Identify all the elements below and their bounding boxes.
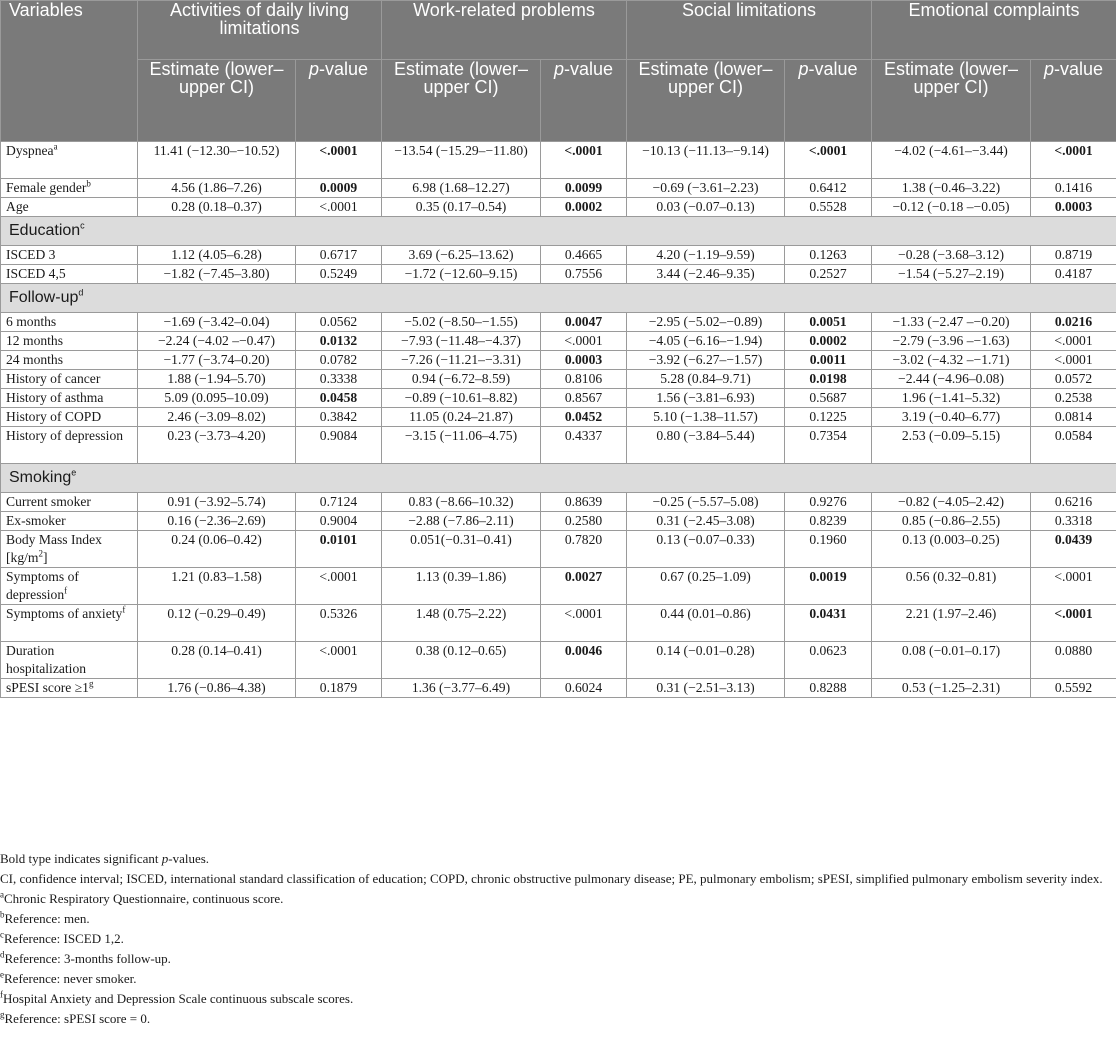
p-value-cell: <.0001 [541,605,627,642]
p-value-cell: 0.2538 [1031,389,1116,408]
header-social: Social limitations [627,1,872,60]
row-label [1,198,138,217]
estimate-cell: 11.05 (0.24–21.87) [382,408,541,427]
estimate-cell: 0.13 (0.003–0.25) [872,531,1031,568]
row-label [1,332,138,351]
p-value-cell: 0.0439 [1031,531,1116,568]
estimate-cell: 6.98 (1.68–12.27) [382,179,541,198]
row-label [1,179,138,198]
p-value-cell: 0.0562 [296,313,382,332]
estimate-cell: 1.96 (−1.41–5.32) [872,389,1031,408]
estimate-cell: 0.38 (0.12–0.65) [382,642,541,679]
p-value-cell: 0.4187 [1031,265,1116,284]
estimate-cell: 1.21 (0.83–1.58) [138,568,296,605]
estimate-cell: −0.89 (−10.61–8.82) [382,389,541,408]
row-label [1,408,138,427]
estimate-cell: 1.12 (4.05–6.28) [138,246,296,265]
estimate-cell: −1.77 (−3.74–0.20) [138,351,296,370]
p-value-cell: 0.0003 [1031,198,1116,217]
estimate-cell: −7.26 (−11.21–−3.31) [382,351,541,370]
row-label-text: History of cancer [6,371,101,386]
row-label [1,370,138,389]
p-value-cell: 0.0011 [785,351,872,370]
row-label [1,605,138,642]
table-row-symdep [1,568,1116,605]
p-value-cell: 0.0101 [296,531,382,568]
row-label-text: ISCED 4,5 [6,266,66,281]
row-label [1,351,138,370]
row-label [1,493,138,512]
p-value-cell: 0.9276 [785,493,872,512]
estimate-cell: −1.72 (−12.60–9.15) [382,265,541,284]
estimate-cell: −4.02 (−4.61–−3.44) [872,142,1031,179]
table-row-cancer [1,370,1116,389]
footnote-a: $^a$Chronic Respiratory Questionnaire, continuous score. [0,889,284,906]
header-pvalue: p-value [785,60,872,142]
p-value-cell: 0.0047 [541,313,627,332]
p-value-cell: <.0001 [1031,332,1116,351]
estimate-cell: 0.13 (−0.07–0.33) [627,531,785,568]
section-label-text: Follow-up [9,289,79,306]
header-pvalue: p-value [541,60,627,142]
p-value-cell: 0.2527 [785,265,872,284]
estimate-cell: −3.92 (−6.27–−1.57) [627,351,785,370]
footnote-mark: f [64,585,68,596]
estimate-cell: 0.23 (−3.73–4.20) [138,427,296,464]
table-row-spesi [1,679,1116,698]
row-label [1,313,138,332]
estimate-cell: 0.051(−0.31–0.41) [382,531,541,568]
row-label [1,642,138,679]
row-label [1,142,138,179]
row-label [1,427,138,464]
estimate-cell: 0.80 (−3.84–5.44) [627,427,785,464]
row-label [1,568,138,605]
p-value-cell: 0.0198 [785,370,872,389]
row-label-text: Ex-smoker [6,513,66,528]
p-value-cell: 0.3318 [1031,512,1116,531]
estimate-cell: 1.36 (−3.77–6.49) [382,679,541,698]
p-value-cell: 0.0027 [541,568,627,605]
p-value-cell: 0.5592 [1031,679,1116,698]
p-value-cell: 0.0002 [785,332,872,351]
p-value-cell: 0.7354 [785,427,872,464]
p-value-cell: 0.4665 [541,246,627,265]
estimate-cell: 0.56 (0.32–0.81) [872,568,1031,605]
estimate-cell: −2.44 (−4.96–0.08) [872,370,1031,389]
row-label-text: Duration hospitalization [6,643,87,676]
row-label-text: History of asthma [6,390,104,405]
p-value-cell: 0.0782 [296,351,382,370]
p-value-cell: 0.0051 [785,313,872,332]
p-value-cell: 0.8239 [785,512,872,531]
header-estimate: Estimate (lower–upper CI) [627,60,785,142]
p-value-cell: 0.8288 [785,679,872,698]
footnote-bold: Bold type indicates significant p-values. [0,851,210,866]
estimate-cell: 0.91 (−3.92–5.74) [138,493,296,512]
section-label-text: Education [9,222,81,239]
footnote-mark: c [80,220,85,231]
row-label-text: History of COPD [6,409,102,424]
row-label-text: Age [6,199,29,214]
p-value-cell: <.0001 [1031,142,1116,179]
table-row-isced3 [1,246,1116,265]
estimate-cell: 0.28 (0.18–0.37) [138,198,296,217]
row-label-text: History of depression [6,428,124,443]
table-row-copd [1,408,1116,427]
p-value-cell: 0.8567 [541,389,627,408]
table-row-isced45 [1,265,1116,284]
p-value-cell: 0.7124 [296,493,382,512]
row-label [1,389,138,408]
estimate-cell: 0.08 (−0.01–0.17) [872,642,1031,679]
section-label [1,464,1116,493]
table-row-asthma [1,389,1116,408]
row-label-text: ISCED 3 [6,247,56,262]
row-label-text: Female gender [6,180,87,195]
p-value-cell: 0.7820 [541,531,627,568]
p-value-cell: <.0001 [296,198,382,217]
p-value-cell: <.0001 [1031,568,1116,605]
footnote-mark: e [71,467,77,478]
row-label [1,512,138,531]
estimate-cell: 0.12 (−0.29–0.49) [138,605,296,642]
p-value-cell: 0.5249 [296,265,382,284]
header-estimate: Estimate (lower–upper CI) [138,60,296,142]
p-value-cell: <.0001 [1031,351,1116,370]
p-value-cell: 0.4337 [541,427,627,464]
section-label-text: Smoking [9,469,72,486]
header-estimate: Estimate (lower–upper CI) [872,60,1031,142]
p-value-cell: 0.0623 [785,642,872,679]
estimate-cell: −0.28 (−3.68–3.12) [872,246,1031,265]
estimate-cell: 2.53 (−0.09–5.15) [872,427,1031,464]
row-label-text: 24 months [6,352,64,367]
footnote-e: $^e$Reference: never smoker. [0,969,137,986]
section-label [1,217,1116,246]
table-row-female [1,179,1116,198]
estimate-cell: 0.83 (−8.66–10.32) [382,493,541,512]
section-label [1,284,1116,313]
estimate-cell: 0.14 (−0.01–0.28) [627,642,785,679]
estimate-cell: 4.20 (−1.19–9.59) [627,246,785,265]
estimate-cell: 0.53 (−1.25–2.31) [872,679,1031,698]
estimate-cell: 0.24 (0.06–0.42) [138,531,296,568]
p-value-cell: 0.0099 [541,179,627,198]
estimate-cell: 2.46 (−3.09–8.02) [138,408,296,427]
header-pvalue: p-value [1031,60,1116,142]
p-value-cell: <.0001 [785,142,872,179]
table-row-age [1,198,1116,217]
table-row-m12 [1,332,1116,351]
footnote-f: $^f$Hospital Anxiety and Depression Scale continuous subscale scores. [0,989,354,1006]
estimate-cell: −2.79 (−3.96 –−1.63) [872,332,1031,351]
estimate-cell: −10.13 (−11.13–−9.14) [627,142,785,179]
estimate-cell: 3.69 (−6.25–13.62) [382,246,541,265]
p-value-cell: 0.1960 [785,531,872,568]
section-row-education [1,217,1116,246]
p-value-cell: <.0001 [541,332,627,351]
estimate-cell: 3.44 (−2.46–9.35) [627,265,785,284]
section-row-smoking [1,464,1116,493]
estimate-cell: −0.12 (−0.18 –−0.05) [872,198,1031,217]
footnote-d: $^d$Reference: 3-months follow-up. [0,949,171,966]
estimate-cell: −2.95 (−5.02–−0.89) [627,313,785,332]
estimate-cell: 11.41 (−12.30–−10.52) [138,142,296,179]
estimate-cell: 0.67 (0.25–1.09) [627,568,785,605]
p-value-cell: 0.0216 [1031,313,1116,332]
estimate-cell: −2.88 (−7.86–2.11) [382,512,541,531]
p-value-cell: 0.5687 [785,389,872,408]
footnote-mark: a [53,141,58,152]
estimate-cell: 2.21 (1.97–2.46) [872,605,1031,642]
estimate-cell: 0.16 (−2.36–2.69) [138,512,296,531]
row-label-text: Symptoms of anxiety [6,606,123,621]
p-value-cell: 0.7556 [541,265,627,284]
footnote-mark: g [88,678,94,689]
estimate-cell: 5.09 (0.095–10.09) [138,389,296,408]
estimate-cell: −1.69 (−3.42–0.04) [138,313,296,332]
footnote-mark: d [78,287,84,298]
estimate-cell: 1.38 (−0.46–3.22) [872,179,1031,198]
p-value-cell: 0.8106 [541,370,627,389]
footnote-abbreviations: CI, confidence interval; ISCED, international standard classification of education; COPD, chronic obstructive pulmonary disease; PE, pulmonary embolism; sPESI, simplified pulmonary embolism severity index. [0,871,1103,886]
footnote-mark: b [86,178,91,189]
p-value-cell: 0.0019 [785,568,872,605]
p-value-cell: 0.0572 [1031,370,1116,389]
p-value-cell: 0.5326 [296,605,382,642]
estimate-cell: 1.76 (−0.86–4.38) [138,679,296,698]
header-variables: Variables [1,1,138,142]
table-row-ex [1,512,1116,531]
estimate-cell: −1.33 (−2.47 –−0.20) [872,313,1031,332]
estimate-cell: 0.35 (0.17–0.54) [382,198,541,217]
estimate-cell: 4.56 (1.86–7.26) [138,179,296,198]
p-value-cell: 0.3842 [296,408,382,427]
estimate-cell: 5.28 (0.84–9.71) [627,370,785,389]
estimate-cell: −4.05 (−6.16–−1.94) [627,332,785,351]
row-label [1,265,138,284]
row-label-text: 6 months [6,314,57,329]
p-value-cell: 0.3338 [296,370,382,389]
p-value-cell: 0.8639 [541,493,627,512]
estimate-cell: −0.25 (−5.57–5.08) [627,493,785,512]
section-row-followup [1,284,1116,313]
p-value-cell: <.0001 [541,142,627,179]
table-row-depression [1,427,1116,464]
estimate-cell: 0.44 (0.01–0.86) [627,605,785,642]
table-row-m6 [1,313,1116,332]
estimate-cell: 0.31 (−2.45–3.08) [627,512,785,531]
row-label-text: Body Mass Index [kg/m [6,532,102,565]
estimate-cell: −1.82 (−7.45–3.80) [138,265,296,284]
header-adl: Activities of daily living limitations [138,1,382,60]
footnote-b: $^b$Reference: men. [0,909,90,926]
row-label-text: Current smoker [6,494,91,509]
p-value-cell: 0.0002 [541,198,627,217]
p-value-cell: <.0001 [296,642,382,679]
table-row-dyspnea [1,142,1116,179]
estimate-cell: −5.02 (−8.50–−1.55) [382,313,541,332]
p-value-cell: 0.8719 [1031,246,1116,265]
row-label-text: sPESI score ≥1 [6,680,89,695]
estimate-cell: −7.93 (−11.48–−4.37) [382,332,541,351]
row-label [1,679,138,698]
row-label-tail: ] [42,550,48,565]
estimate-cell: 0.31 (−2.51–3.13) [627,679,785,698]
estimate-cell: 1.88 (−1.94–5.70) [138,370,296,389]
p-value-cell: 0.0452 [541,408,627,427]
estimate-cell: −0.69 (−3.61–2.23) [627,179,785,198]
p-value-cell: 0.0431 [785,605,872,642]
p-value-cell: 0.2580 [541,512,627,531]
p-value-cell: <.0001 [296,568,382,605]
footnote-c: $^c$Reference: ISCED 1,2. [0,929,124,946]
p-value-cell: 0.6412 [785,179,872,198]
estimate-cell: 1.48 (0.75–2.22) [382,605,541,642]
p-value-cell: 0.0046 [541,642,627,679]
row-label-text: Dyspnea [6,143,54,158]
footnote-mark: f [122,604,126,615]
table-row-current [1,493,1116,512]
p-value-cell: 0.6216 [1031,493,1116,512]
p-value-cell: 0.9004 [296,512,382,531]
estimate-cell: 5.10 (−1.38–11.57) [627,408,785,427]
p-value-cell: 0.0132 [296,332,382,351]
table-footnotes [0,849,1112,1029]
p-value-cell: <.0001 [296,142,382,179]
estimate-cell: 0.94 (−6.72–8.59) [382,370,541,389]
estimate-cell: 3.19 (−0.40–6.77) [872,408,1031,427]
p-value-cell: 0.0814 [1031,408,1116,427]
table-row-symanx [1,605,1116,642]
estimate-cell: 1.56 (−3.81–6.93) [627,389,785,408]
estimate-cell: 1.13 (0.39–1.86) [382,568,541,605]
table-row-bmi [1,531,1116,568]
estimate-cell: −3.15 (−11.06–4.75) [382,427,541,464]
p-value-cell: 0.6024 [541,679,627,698]
estimate-cell: −2.24 (−4.02 –−0.47) [138,332,296,351]
header-emotional: Emotional complaints [872,1,1116,60]
p-value-cell: 0.0458 [296,389,382,408]
estimate-cell: 0.03 (−0.07–0.13) [627,198,785,217]
estimate-cell: 0.28 (0.14–0.41) [138,642,296,679]
footnote-g: $^g$Reference: sPESI score = 0. [0,1009,151,1026]
p-value-cell: <.0001 [1031,605,1116,642]
p-value-cell: 0.5528 [785,198,872,217]
row-label [1,246,138,265]
header-work: Work-related problems [382,1,627,60]
estimate-cell: −3.02 (−4.32 –−1.71) [872,351,1031,370]
estimate-cell: −1.54 (−5.27–2.19) [872,265,1031,284]
estimate-cell: 0.85 (−0.86–2.55) [872,512,1031,531]
p-value-cell: 0.0584 [1031,427,1116,464]
p-value-cell: 0.9084 [296,427,382,464]
p-value-cell: 0.1416 [1031,179,1116,198]
p-value-cell: 0.0003 [541,351,627,370]
header-pvalue: p-value [296,60,382,142]
table-row-hosp [1,642,1116,679]
p-value-cell: 0.0880 [1031,642,1116,679]
row-label [1,531,138,568]
row-label-text: Symptoms of depression [6,569,79,602]
table-row-m24 [1,351,1116,370]
p-value-cell: 0.6717 [296,246,382,265]
estimate-cell: −13.54 (−15.29–−11.80) [382,142,541,179]
row-label-text: 12 months [6,333,64,348]
p-value-cell: 0.0009 [296,179,382,198]
p-value-cell: 0.1263 [785,246,872,265]
header-estimate: Estimate (lower–upper CI) [382,60,541,142]
p-value-cell: 0.1879 [296,679,382,698]
estimate-cell: −0.82 (−4.05–2.42) [872,493,1031,512]
p-value-cell: 0.1225 [785,408,872,427]
footnote-mark: 2 [38,548,43,559]
